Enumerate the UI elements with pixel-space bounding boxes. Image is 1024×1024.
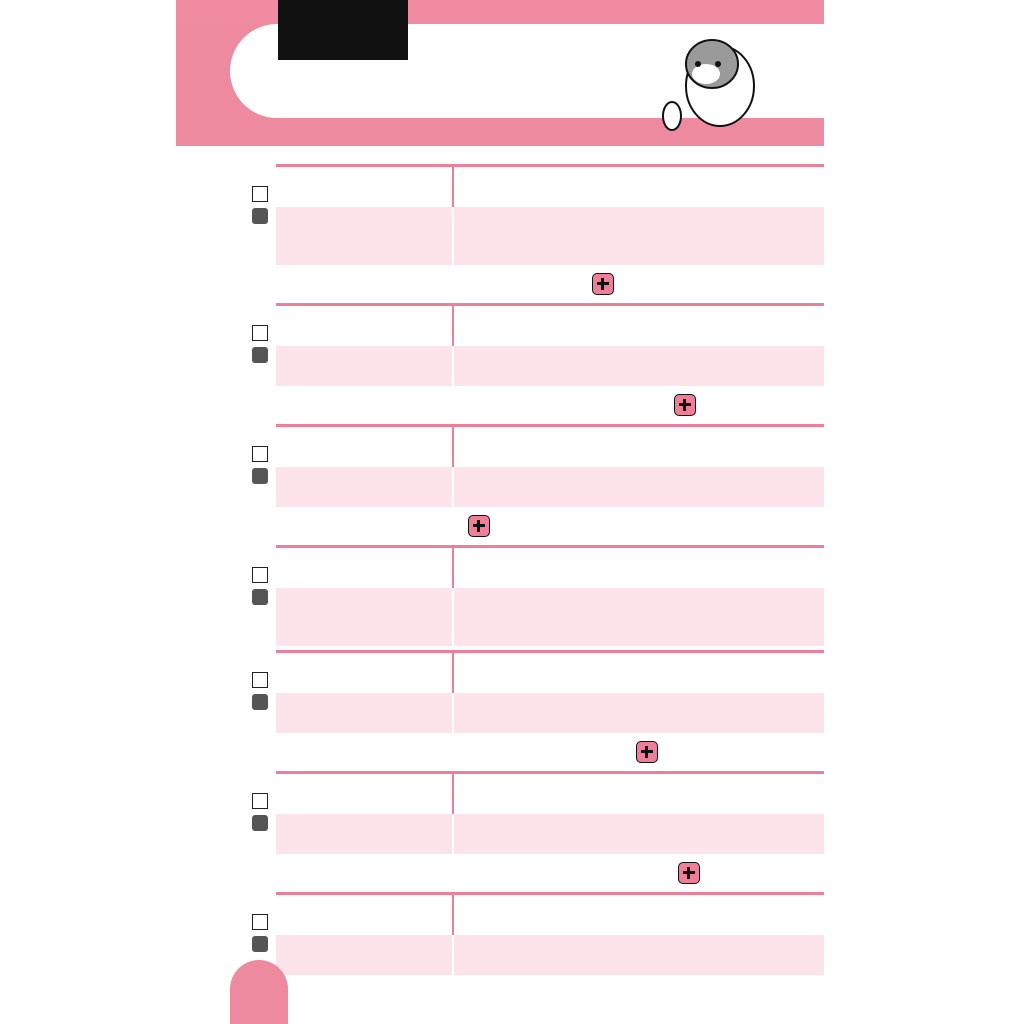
vocab-entry	[240, 650, 824, 767]
term-cell	[276, 774, 454, 814]
related-word	[240, 733, 824, 767]
meaning-cell	[276, 814, 454, 854]
plus-icon	[592, 273, 614, 295]
meaning-cell	[276, 935, 454, 975]
plus-icon	[468, 515, 490, 537]
example-sentence-cell	[454, 548, 824, 588]
vocabulary-list	[240, 164, 824, 979]
example-sentence-cell	[454, 895, 824, 935]
example-sentence-cell	[454, 167, 824, 207]
meaning-cell	[276, 693, 454, 733]
translation-cell	[454, 346, 824, 386]
meaning-cell	[276, 467, 454, 507]
example-sentence-cell	[454, 427, 824, 467]
chapter-tab	[278, 0, 408, 60]
part-of-speech-tag	[252, 468, 268, 484]
example-sentence-cell	[454, 653, 824, 693]
translation-cell	[454, 467, 824, 507]
part-of-speech-tag	[252, 347, 268, 363]
vocab-entry	[240, 303, 824, 420]
study-checkbox[interactable]	[252, 186, 268, 202]
part-of-speech-tag	[252, 936, 268, 952]
vocab-entry	[240, 771, 824, 888]
term-cell	[276, 427, 454, 467]
term-cell	[276, 306, 454, 346]
vocab-entry	[240, 545, 824, 646]
related-word	[240, 265, 824, 299]
term-cell	[276, 167, 454, 207]
example-sentence-cell	[454, 306, 824, 346]
study-checkbox[interactable]	[252, 914, 268, 930]
translation-cell	[454, 588, 824, 646]
study-checkbox[interactable]	[252, 446, 268, 462]
hamster-mascot-icon	[658, 24, 768, 134]
study-checkbox[interactable]	[252, 325, 268, 341]
part-of-speech-tag	[252, 815, 268, 831]
vocab-entry	[240, 424, 824, 541]
meaning-cell	[276, 346, 454, 386]
translation-cell	[454, 935, 824, 975]
page-number-tab	[230, 960, 288, 1024]
term-cell	[276, 895, 454, 935]
translation-cell	[454, 814, 824, 854]
vocab-entry	[240, 892, 824, 975]
study-checkbox[interactable]	[252, 672, 268, 688]
meaning-cell	[276, 588, 454, 646]
translation-cell	[454, 207, 824, 265]
related-word	[240, 386, 824, 420]
study-checkbox[interactable]	[252, 567, 268, 583]
plus-icon	[674, 394, 696, 416]
related-word	[240, 507, 824, 541]
plus-icon	[636, 741, 658, 763]
part-of-speech-tag	[252, 208, 268, 224]
term-cell	[276, 548, 454, 588]
related-word	[240, 854, 824, 888]
header-strip	[176, 0, 824, 24]
meaning-cell	[276, 207, 454, 265]
term-cell	[276, 653, 454, 693]
vocab-entry	[240, 164, 824, 299]
part-of-speech-tag	[252, 589, 268, 605]
example-sentence-cell	[454, 774, 824, 814]
part-of-speech-tag	[252, 694, 268, 710]
plus-icon	[678, 862, 700, 884]
translation-cell	[454, 693, 824, 733]
study-checkbox[interactable]	[252, 793, 268, 809]
